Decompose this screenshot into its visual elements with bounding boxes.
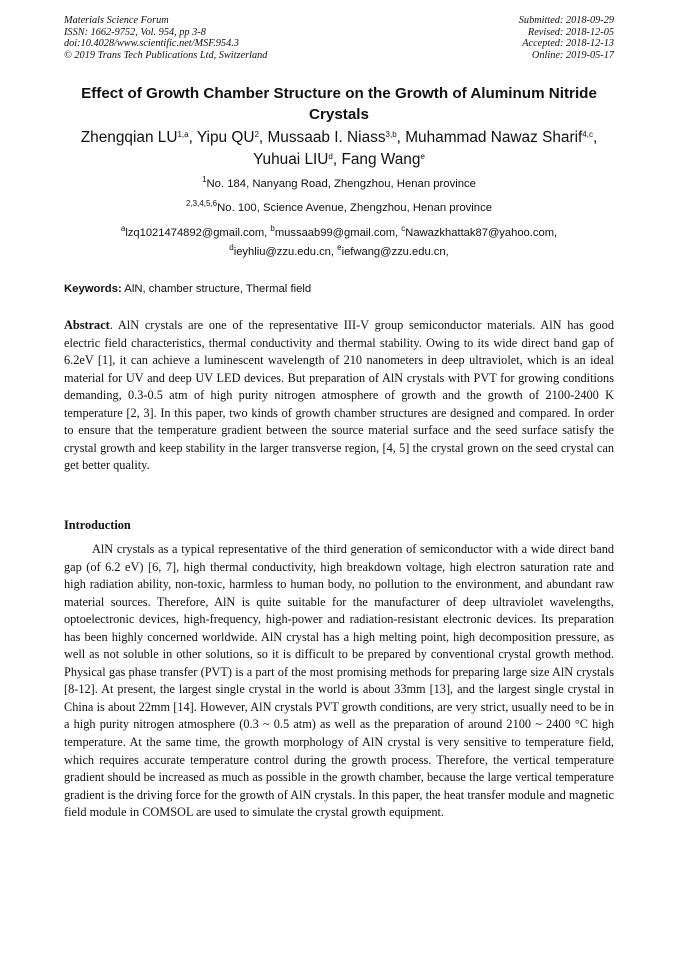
doi: doi:10.4028/www.scientific.net/MSF.954.3 xyxy=(64,38,239,50)
paper-title: Effect of Growth Chamber Structure on the Growth of Aluminum Nitride Crystals xyxy=(81,85,597,123)
author: Mussaab I. Niass$^{3,b}$, xyxy=(267,129,406,146)
publication-dates xyxy=(519,15,614,61)
affiliation: $^1$No. 184, Nanyang Road, Zhengzhou, Henan province xyxy=(202,175,476,190)
email: $^a$lzq1021474892@gmail.com, xyxy=(120,224,271,239)
keywords-label: Keywords: xyxy=(64,283,122,295)
email-list xyxy=(70,224,608,262)
author: Zhengqian LU$^{1,a}$, xyxy=(80,129,197,146)
author-list xyxy=(58,127,620,171)
revised-date: Revised: 2018-12-05 xyxy=(527,26,614,38)
issn: ISSN: 1662-9752, Vol. 954, pp 3-8 xyxy=(64,26,206,38)
accepted-date: Accepted: 2018-12-13 xyxy=(522,38,614,50)
section-heading-introduction: Introduction xyxy=(64,518,131,532)
email: $^d$ieyhliu@zzu.edu.cn, xyxy=(229,243,338,258)
online-date: Online: 2019-05-17 xyxy=(531,49,614,61)
author: Yipu $QU^2$, xyxy=(196,129,268,146)
keywords-text: AlN, chamber structure, Thermal field xyxy=(124,283,312,295)
abstract-label: Abstract xyxy=(64,318,110,332)
email: $^b$mussaab99@gmail.com, xyxy=(270,224,402,239)
keywords xyxy=(64,282,311,296)
email: $^c$Nawazkhattak87@yahoo.com, xyxy=(401,224,558,239)
journal-info xyxy=(64,15,267,61)
journal-name: Materials Science Forum xyxy=(64,15,169,26)
abstract-text: . AlN crystals are one of the representative III-V group semiconductor materials. AlN has good electric field characteristics, thermal conductivity and thermal stability. Owing to its wide direct band gap of 6.2eV [1], it can achieve a luminescent wavelength of 210 nanometers in deep ultraviolet, which is an ideal material for UV and deep UV LED devices. But preparation of AlN crystals with PVT for growing conditions demanding, 0.3-0.5 atm of high purity nitrogen atmosphere of growth and the growth of 2100-2400 K temperature [2, 3]. In this paper, two kinds of growth chamber structures are designed and compared. In order to ensure that the temperature gradient between the source material surface and the seed surface satisfy the crystal growth and keep stability in the larger transverse region, [4, 5] the crystal grown on the seed crystal can get better quality. xyxy=(64,318,614,473)
introduction-paragraph: AlN crystals as a typical representative of the third generation of semiconductor with a wide direct band gap (of 6.2 eV) [6, 7], high thermal conductivity, high breakdown voltage, high electron saturation rate and high radiation ability, non-toxic, harmless to human body, no pollution to the environment, and abundant raw material sources. Therefore, AlN is quite suitable for the manufacturer of deep ultraviolet wavelengths, optoelectronic devices, high-frequency, high-power and radiation-resistant electronic devices. Its preparation has been highly concerned worldwide. AlN crystal has a high melting point, high decomposition pressure, as well as not soluble in other solutions, so it is difficult to be prepared by conventional crystal growth method. Physical gas phase transfer (PVT) is a part of the most promising methods for preparing large size AlN crystals [8-12]. At present, the largest single crystal in the world is about 33mm [13], and the largest single crystal in China is about 22mm [14]. However, AlN crystals PVT growth conditions, are very strict, usually need to be in a high purity nitrogen atmosphere (0.3 ~ 0.5 atm) as well as the preparation of around 2100 ~ 2400 °C high temperature. At the same time, the growth morphology of AlN crystal is very sensitive to temperature field, which requires accurate temperature control during the growth process. Therefore, the vertical temperature gradient should be increased as much as possible in the growth chamber, because the large vertical temperature gradient is the driving force for the growth of AlN crystals. In this paper, the heat transfer module and magnetic field module in COMSOL are used to simulate the crystal growth equipment. xyxy=(64,542,614,820)
author: Fang Wang$^e$ xyxy=(341,151,425,168)
author: Yuhuai LIU$^d$, xyxy=(253,151,342,168)
affiliation: $^{2,3,4,5,6}$No. 100, Science Avenue, Zhengzhou, Henan province xyxy=(185,199,492,214)
email: $^e$iefwang@zzu.edu.cn, xyxy=(337,243,449,258)
abstract xyxy=(64,317,614,475)
submitted-date: Submitted: 2018-09-29 xyxy=(518,15,614,26)
author: Muhammad Nawaz Sharif$^{4,c}$, xyxy=(405,129,598,146)
copyright: © 2019 Trans Tech Publications Ltd, Switzerland xyxy=(64,49,268,61)
